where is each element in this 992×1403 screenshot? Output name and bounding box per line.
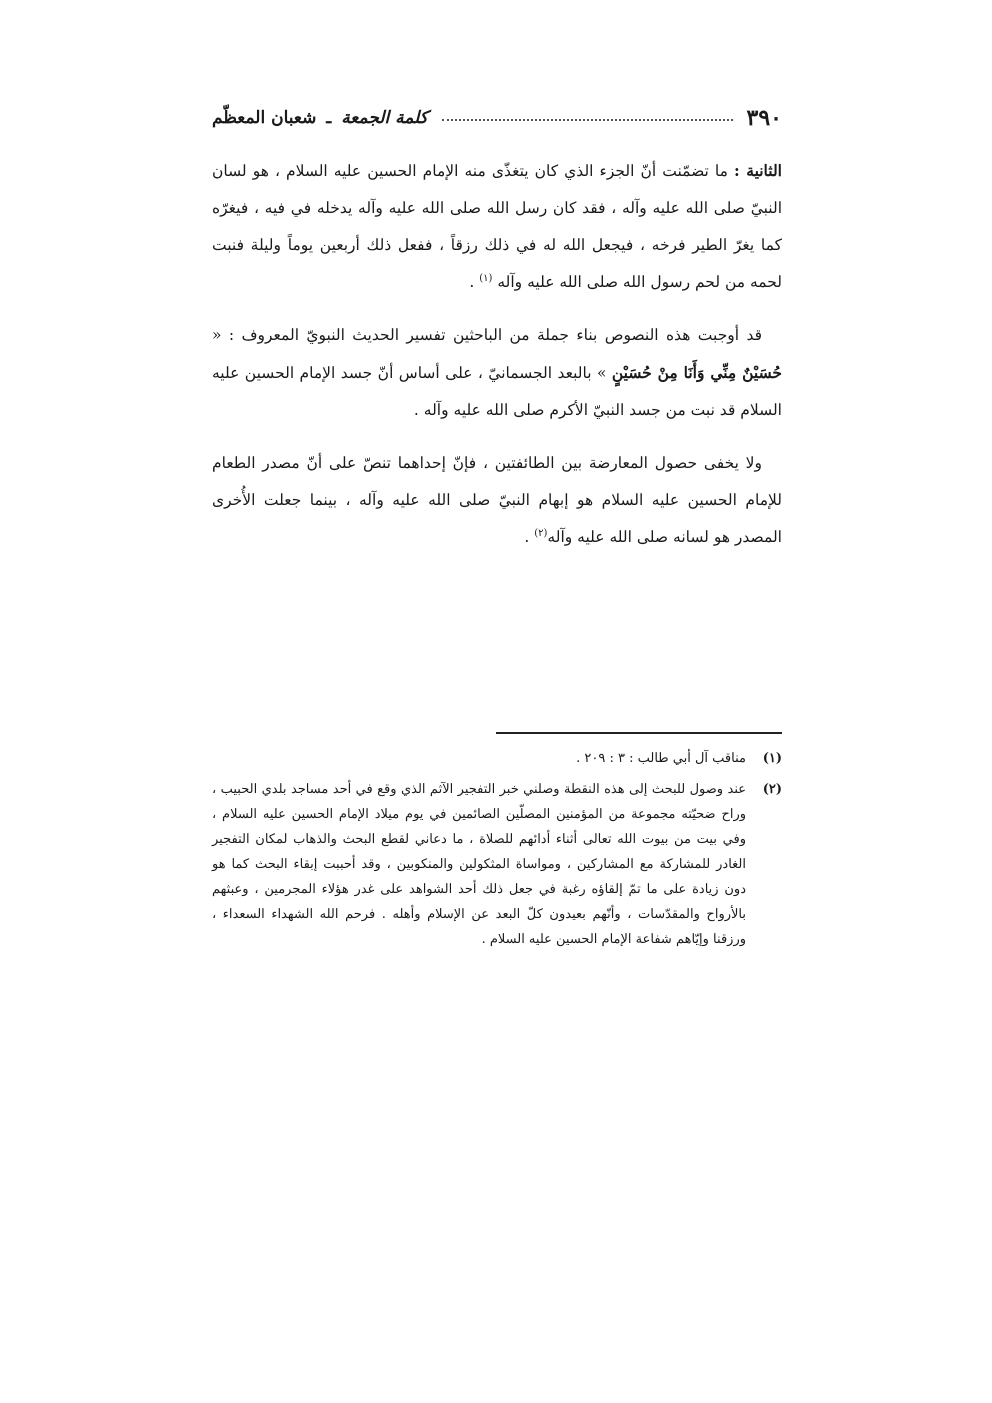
- main-text: [212, 152, 782, 572]
- running-header: [212, 98, 782, 138]
- footnote-ref-2: (٢): [534, 527, 548, 539]
- paragraph-text: قد أوجبت هذه النصوص بناء جملة من الباحثين تفسير الحديث النبويّ المعروف : «: [212, 326, 762, 344]
- hadith-quote: حُسَيْنٌ مِنِّي وَأَنَا مِنْ حُسَيْنٍ: [611, 363, 782, 382]
- footnote-separator: [496, 732, 782, 734]
- paragraph-3: [212, 445, 782, 556]
- footnote-text: عند وصول للبحث إلى هذه النقطة وصلني خبر التفجير الآثم الذي وقع في أحد مساجد بلدي الحبيب ، وراح ضحيّته مجموعة من المؤمنين المصلّين الصائمين في يوم ميلاد الإمام الحسين عليه السلام ، وفي بيت من بيوت الله تعالى أثناء أدائهم للصلاة ، ما دعاني لقطع البحث والذهاب لمكان التفجير الغادر للمشاركة مع المشاركين ، ومواساة المثكولين والمنكوبين ، وقد أحببت إبقاء البحث كما هو دون زيادة على ما تمّ إلقاؤه رغبة في جعل ذلك أحد الشواهد على غدر هؤلاء المجرمين ، وعبثهم بالأرواح والمقدّسات ، وأنّهم بعيدون كلّ البعد عن الإسلام وأهله . فرحم الله الشهداء السعداء ، ورزقنا وإيّاهم شفاعة الإمام الحسين عليه السلام .: [212, 782, 746, 947]
- book-title: كلمة الجمعة: [341, 108, 428, 128]
- footnote-ref-1: (١): [479, 272, 493, 284]
- footnote-2: [212, 777, 782, 952]
- paragraph-text: ولا يخفى حصول المعارضة بين الطائفتين ، فإنّ إحداهما تنصّ على أنّ مصدر الطعام للإمام الحسين عليه السلام هو إبهام النبيّ صلى الله عليه وآله ، بينما جعلت الأُخرى المصدر هو لسانه صلى الله عليه وآله: [212, 454, 782, 546]
- page-number: ٣٩٠: [746, 105, 782, 131]
- paragraph-text: » بالبعد الجسمانيّ ، على أساس أنّ جسد الإمام الحسين عليه السلام قد نبت من جسد النبيّ الأكرم صلى الله عليه وآله .: [212, 364, 782, 419]
- paragraph-end: .: [469, 273, 480, 291]
- header-leader-dots: [442, 119, 733, 121]
- paragraph-text: ما تضمّنت أنّ الجزء الذي كان يتغذّى منه الإمام الحسين عليه السلام ، هو لسان النبيّ صلى الله عليه وآله ، فقد كان رسل الله صلى الله عليه وآله يدخله في فيه ، فيغرّه كما يغرّ الطير فرخه ، فيجعل الله له في ذلك رزقاً ، ففعل ذلك أربعين يوماً وليلة فنبت لحمه من لحم رسول الله صلى الله عليه وآله: [212, 162, 782, 291]
- footnotes: [212, 746, 782, 958]
- header-title: [212, 108, 428, 128]
- footnote-text: مناقب آل أبي طالب : ٣ : ٢٠٩ .: [576, 751, 746, 766]
- paragraph-2: [212, 317, 782, 429]
- footnote-number: (١): [762, 751, 782, 766]
- paragraph-1: [212, 152, 782, 301]
- footnote-1: [212, 746, 782, 771]
- paragraph-lead: الثانية :: [734, 161, 782, 180]
- header-separator: ـ: [326, 108, 332, 128]
- section-title: شعبان المعظّم: [212, 108, 317, 128]
- footnote-number: (٢): [762, 782, 782, 797]
- paragraph-end: .: [524, 528, 535, 546]
